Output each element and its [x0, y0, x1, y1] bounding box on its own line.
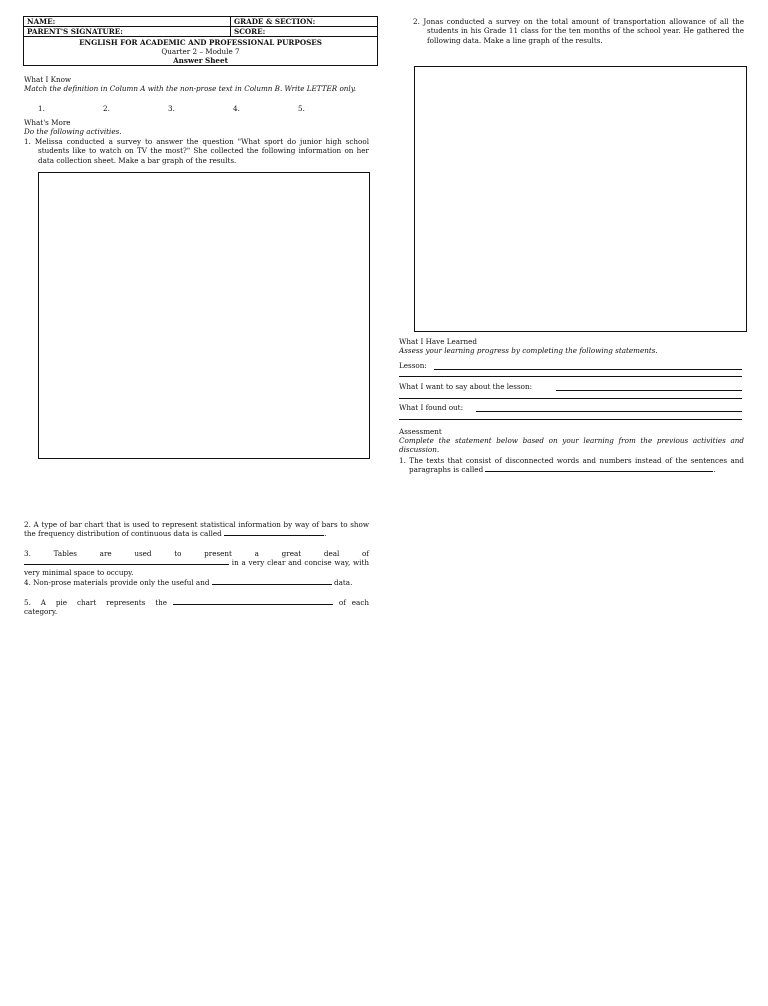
fill-in-4: [24, 578, 369, 587]
fill-in-2: [24, 520, 369, 539]
fill-in-5-text-b: of each category.: [24, 598, 369, 617]
say-label: What I want to say about the lesson:: [399, 382, 533, 391]
signature-field[interactable]: [24, 27, 231, 37]
grade-field[interactable]: [231, 17, 378, 27]
name-field[interactable]: [24, 17, 231, 27]
what-i-know-heading: What I Know: [24, 75, 72, 84]
activity-1-text: 1. Melissa conducted a survey to answer the question "What sport do junior high school students like to watch on TV the most?" She collected the following information on her data collection sheet. Make a bar graph of the results.: [24, 137, 369, 165]
assessment-item-1-blank[interactable]: [485, 471, 713, 472]
quarter-title: Quarter 2 – Module 7: [161, 46, 240, 56]
fill-in-3-text-a: 3. Tables are used to present a great deal of: [24, 549, 369, 558]
lesson-line-2[interactable]: [399, 376, 742, 377]
assessment-item-1-text: 1. The texts that consist of disconnected words and numbers instead of the sentences and paragraphs is called: [399, 456, 744, 475]
learned-instruction: Assess your learning progress by completing the following statements.: [399, 346, 658, 355]
found-line-2[interactable]: [399, 419, 742, 420]
fill-in-4-blank[interactable]: [212, 584, 332, 585]
whats-more-instruction: Do the following activities.: [24, 127, 122, 136]
header-table: [23, 16, 378, 66]
say-line-1[interactable]: [556, 390, 742, 391]
fill-in-3-text-b: in a very clear and concise way, with very minimal space to occupy.: [24, 558, 369, 577]
signature-label: PARENT'S SIGNATURE:: [27, 27, 123, 36]
fill-in-2-end: .: [324, 529, 327, 539]
score-field[interactable]: [231, 27, 378, 37]
fill-in-4-text-a: 4. Non-prose materials provide only the useful and: [24, 578, 210, 587]
answer-number: 4.: [233, 104, 240, 113]
say-line-2[interactable]: [399, 398, 742, 399]
found-label: What I found out:: [399, 403, 463, 412]
fill-in-2-blank[interactable]: [224, 535, 324, 536]
what-i-know-instruction: Match the definition in Column A with the non-prose text in Column B. Write LETTER only.: [24, 84, 357, 93]
grade-label: GRADE & SECTION:: [234, 17, 316, 26]
bar-graph-answer-box[interactable]: [38, 172, 370, 459]
assessment-heading: Assessment: [399, 427, 442, 436]
score-label: SCORE:: [234, 27, 266, 36]
fill-in-3: [24, 549, 369, 577]
fill-in-2-text: 2. A type of bar chart that is used to represent statistical information by way of bars to show the frequency distribution of continuous data is called: [24, 520, 369, 539]
fill-in-3-blank[interactable]: [24, 564, 229, 565]
whats-more-heading: What's More: [24, 118, 71, 127]
fill-in-4-text-b: data.: [334, 578, 353, 587]
title-cell: [24, 37, 378, 66]
lesson-line-1[interactable]: [434, 369, 742, 370]
answer-number: 2.: [103, 104, 110, 113]
name-label: NAME:: [27, 17, 56, 26]
line-graph-answer-box[interactable]: [414, 66, 747, 332]
assessment-item-1-end: .: [713, 465, 716, 475]
answer-number: 1.: [38, 104, 45, 113]
fill-in-5-blank[interactable]: [173, 604, 333, 605]
found-line-1[interactable]: [476, 411, 742, 412]
fill-in-5-text-a: 5. A pie chart represents the: [24, 598, 168, 607]
learned-heading: What I Have Learned: [399, 337, 477, 346]
assessment-item-1: [399, 456, 744, 475]
subject-title: ENGLISH FOR ACADEMIC AND PROFESSIONAL PURPOSES: [79, 37, 322, 47]
activity-2-text: 2. Jonas conducted a survey on the total amount of transportation allowance of all the students in his Grade 11 class for the ten months of the school year. He gathered the following data. Make a line graph of the results.: [413, 17, 744, 45]
assessment-instruction: Complete the statement below based on your learning from the previous activities and discussion.: [399, 436, 744, 455]
fill-in-5: [24, 598, 369, 617]
sheet-title: Answer Sheet: [173, 55, 228, 65]
answer-number: 3.: [168, 104, 175, 113]
answer-number: 5.: [298, 104, 305, 113]
answer-numbers: [38, 104, 363, 113]
lesson-label: Lesson:: [399, 361, 427, 370]
